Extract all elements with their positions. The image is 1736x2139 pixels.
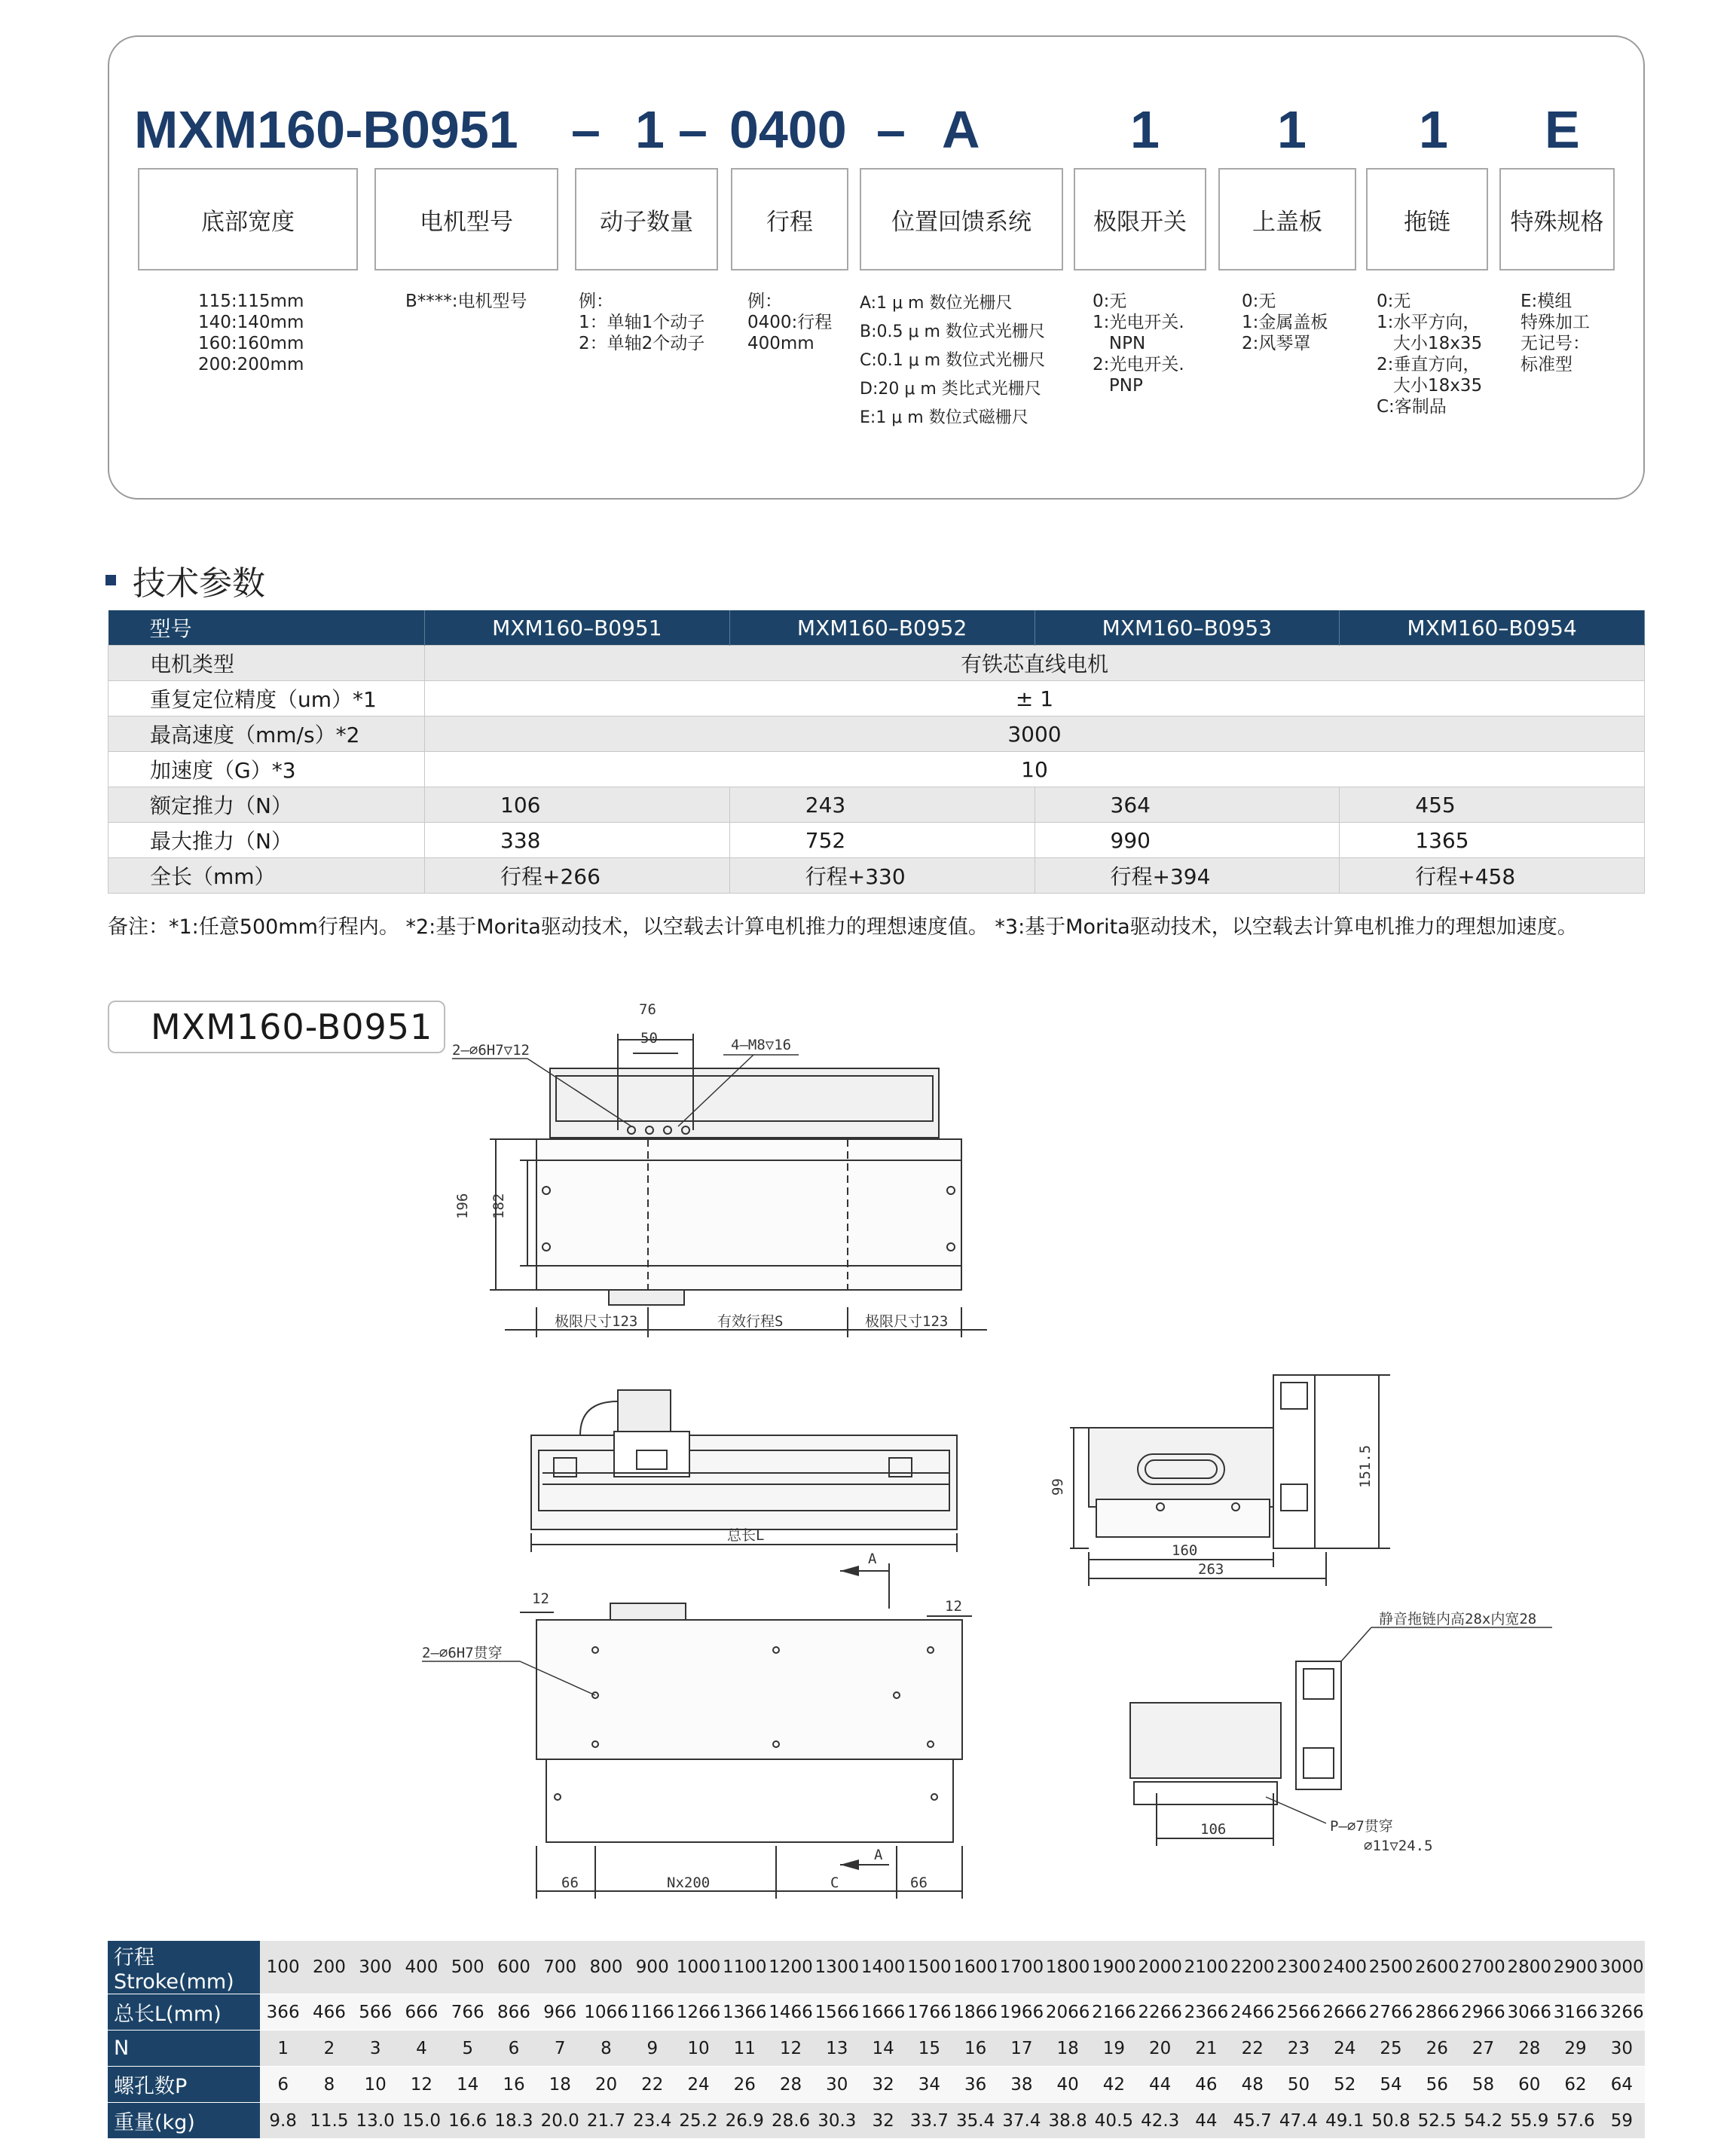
section-heading [105,558,265,603]
stroke-cell: 900 [629,1941,675,1994]
stroke-cell: 8 [583,2031,629,2067]
section-title: 技术参数 [133,564,265,603]
stroke-cell: 40 [1045,2067,1091,2103]
code-movers: 1 [635,100,665,159]
stroke-cell: 15.0 [399,2103,445,2139]
stroke-cell: 20 [583,2067,629,2103]
stroke-cell: 15 [906,2031,952,2067]
stroke-cell: 1100 [722,1941,768,1994]
field-desc-stroke: 例： 0400:行程 400mm [747,292,833,353]
stroke-cell: 966 [537,1994,583,2031]
code-model: MXM160-B0951 [134,100,518,159]
spec-header: MXM160–B0951 [425,610,730,646]
stroke-cell: 700 [537,1941,583,1994]
stroke-cell: 52.5 [1414,2103,1460,2139]
code-chain: 1 [1419,100,1448,159]
stroke-cell: 2200 [1230,1941,1276,1994]
spec-label: 全长（mm） [108,858,425,894]
stroke-row [108,2031,1645,2067]
stroke-cell: 6 [260,2067,306,2103]
spec-row [108,752,1645,787]
stroke-cell: 1600 [952,1941,998,1994]
stroke-cell: 7 [537,2031,583,2067]
spec-value: 1365 [1340,823,1645,858]
stroke-cell: 1800 [1045,1941,1091,1994]
stroke-cell: 13.0 [353,2103,399,2139]
stroke-cell: 58 [1460,2067,1506,2103]
dim-106: 106 [1200,1821,1227,1838]
spec-header-row [108,610,1645,646]
spec-value: 364 [1035,787,1340,823]
spec-header: 型号 [108,610,425,646]
stroke-cell: 26 [722,2067,768,2103]
stroke-cell: 62 [1552,2067,1598,2103]
field-limit-switch: 极限开关 [1074,168,1206,270]
stroke-cell: 1700 [998,1941,1044,1994]
stroke-cell: 1666 [860,1994,906,2031]
stroke-cell: 48 [1230,2067,1276,2103]
stroke-cell: 1400 [860,1941,906,1994]
stroke-cell: 2400 [1322,1941,1368,1994]
stroke-row-label: 螺孔数P [108,2067,260,2103]
stroke-row [108,2103,1645,2139]
stroke-row-label: 总长L(mm) [108,1994,260,2031]
spec-value: 有铁芯直线电机 [425,646,1645,681]
stroke-cell: 22 [629,2067,675,2103]
stroke-cell: 2666 [1322,1994,1368,2031]
spec-row [108,646,1645,681]
stroke-cell: 35.4 [952,2103,998,2139]
stroke-cell: 9 [629,2031,675,2067]
dim-nx200: Nx200 [667,1875,711,1891]
field-desc-mover-count: 例： 1：单轴1个动子 2：单轴2个动子 [579,292,705,353]
spec-footnote: 备注：*1:任意500mm行程内。 *2:基于Morita驱动技术，以空载去计算电机推力的理想速度值。 *3:基于Morita驱动技术，以空载去计算电机推力的理想加速度。 [108,915,1578,939]
cable-chain-view [1130,1627,1552,1846]
code-dash: – [876,100,906,159]
stroke-cell: 59 [1599,2103,1645,2139]
stroke-cell: 1 [260,2031,306,2067]
stroke-cell: 54.2 [1460,2103,1506,2139]
stroke-cell: 40.5 [1091,2103,1137,2139]
stroke-cell: 2566 [1276,1994,1322,2031]
dim-12-left: 12 [532,1590,549,1607]
stroke-cell: 36 [952,2067,998,2103]
stroke-cell: 30.3 [814,2103,860,2139]
limit-left: 极限尺寸123 [555,1313,638,1330]
spec-header: MXM160–B0952 [729,610,1035,646]
stroke-cell: 47.4 [1276,2103,1322,2139]
stroke-cell: 2866 [1414,1994,1460,2031]
stroke-row [108,1941,1645,1994]
stroke-cell: 800 [583,1941,629,1994]
dim-263: 263 [1198,1561,1224,1578]
stroke-cell: 54 [1368,2067,1414,2103]
stroke-cell: 1466 [768,1994,814,2031]
spec-label: 加速度（G）*3 [108,752,425,787]
field-stroke: 行程 [731,168,848,270]
stroke-cell: 2466 [1230,1994,1276,2031]
field-cable-chain: 拖链 [1366,168,1488,270]
stroke-cell: 25.2 [675,2103,721,2139]
stroke-cell: 57.6 [1552,2103,1598,2139]
dim-196: 196 [454,1193,471,1219]
code-stroke: 0400 [729,100,847,159]
stroke-cell: 32 [860,2067,906,2103]
stroke-cell: 60 [1506,2067,1552,2103]
stroke-cell: 1066 [583,1994,629,2031]
top-view [452,1034,987,1337]
stroke-cell: 12 [768,2031,814,2067]
spec-value: ± 1 [425,681,1645,717]
stroke-cell: 34 [906,2067,952,2103]
stroke-cell: 300 [353,1941,399,1994]
stroke-cell: 14 [445,2067,491,2103]
dim-99: 99 [1050,1478,1066,1496]
stroke-cell: 5 [445,2031,491,2067]
stroke-cell: 42.3 [1137,2103,1183,2139]
side-view [1070,1375,1390,1586]
stroke-cell: 366 [260,1994,306,2031]
field-desc-feedback: A:1 μ m 数位光栅尺 B:0.5 μ m 数位式光栅尺 C:0.1 μ m 数位式光栅尺 D:20 μ m 类比式光栅尺 E:1 μ m 数位式磁栅尺 [860,294,1046,427]
stroke-cell: 2900 [1552,1941,1598,1994]
stroke-cell: 13 [814,2031,860,2067]
stroke-cell: 1900 [1091,1941,1137,1994]
stroke-cell: 18.3 [491,2103,536,2139]
spec-value: 455 [1340,787,1645,823]
stroke-cell: 19 [1091,2031,1137,2067]
dim-182: 182 [491,1193,507,1219]
stroke-cell: 55.9 [1506,2103,1552,2139]
total-length: 总长L [727,1527,765,1544]
spec-label: 重复定位精度（um）*1 [108,681,425,717]
stroke-cell: 3266 [1599,1994,1645,2031]
spec-value: 990 [1035,823,1340,858]
code-cover: 1 [1277,100,1307,159]
field-desc-bottom-width: 115:115mm 140:140mm 160:160mm 200:200mm [198,292,304,374]
bullet-square-icon [105,575,116,585]
spec-value: 10 [425,752,1645,787]
effective-stroke: 有效行程S [717,1313,784,1330]
stroke-cell: 866 [491,1994,536,2031]
stroke-cell: 1200 [768,1941,814,1994]
stroke-cell: 37.4 [998,2103,1044,2139]
stroke-cell: 16 [952,2031,998,2067]
stroke-row-label: N [108,2031,260,2067]
stroke-cell: 500 [445,1941,491,1994]
stroke-cell: 2166 [1091,1994,1137,2031]
limit-right: 极限尺寸123 [865,1313,949,1330]
spec-row [108,717,1645,752]
stroke-cell: 24 [675,2067,721,2103]
technical-drawing [0,995,1736,1936]
stroke-cell: 20.0 [537,2103,583,2139]
stroke-cell: 16 [491,2067,536,2103]
stroke-cell: 12 [399,2067,445,2103]
stroke-cell: 33.7 [906,2103,952,2139]
spec-value: 3000 [425,717,1645,752]
code-encoder: A [942,100,980,159]
dim-c: C [830,1875,839,1891]
model-label: MXM160-B0951 [151,1007,433,1047]
stroke-row [108,2067,1645,2103]
field-desc-limit-switch: 0:无 1:光电开关. NPN 2:光电开关. PNP [1093,292,1184,396]
stroke-cell: 52 [1322,2067,1368,2103]
spec-label: 最高速度（mm/s）*2 [108,717,425,752]
stroke-row-label: 行程Stroke(mm) [108,1941,260,1994]
stroke-cell: 29 [1552,2031,1598,2067]
stroke-cell: 1866 [952,1994,998,2031]
stroke-cell: 2100 [1183,1941,1229,1994]
stroke-cell: 28.6 [768,2103,814,2139]
stroke-cell: 11 [722,2031,768,2067]
spec-row [108,681,1645,717]
spec-value: 752 [729,823,1035,858]
stroke-cell: 2700 [1460,1941,1506,1994]
stroke-cell: 3166 [1552,1994,1598,2031]
stroke-cell: 22 [1230,2031,1276,2067]
stroke-cell: 26.9 [722,2103,768,2139]
field-top-cover: 上盖板 [1218,168,1356,270]
field-mover-count: 动子数量 [575,168,718,270]
code-limit: 1 [1130,100,1160,159]
code-dash: – [571,100,601,159]
spec-label: 最大推力（N） [108,823,425,858]
stroke-cell: 38.8 [1045,2103,1091,2139]
stroke-cell: 64 [1599,2067,1645,2103]
spec-value: 行程+394 [1035,858,1340,894]
spec-row [108,787,1645,823]
stroke-cell: 100 [260,1941,306,1994]
dim-160: 160 [1172,1542,1198,1559]
stroke-cell: 49.1 [1322,2103,1368,2139]
stroke-cell: 30 [1599,2031,1645,2067]
hole-note-top: 2–∅6H7▽12 [452,1042,530,1059]
stroke-cell: 1300 [814,1941,860,1994]
stroke-cell: 4 [399,2031,445,2067]
stroke-cell: 9.8 [260,2103,306,2139]
stroke-cell: 1500 [906,1941,952,1994]
stroke-cell: 44 [1137,2067,1183,2103]
stroke-cell: 1000 [675,1941,721,1994]
field-desc-top-cover: 0:无 1:金属盖板 2:风琴罩 [1242,292,1328,353]
spec-value: 243 [729,787,1035,823]
tap-note: 4–M8▽16 [731,1037,792,1053]
dim-151-5: 151.5 [1357,1444,1374,1488]
stroke-cell: 32 [860,2103,906,2139]
stroke-cell: 50.8 [1368,2103,1414,2139]
spec-row [108,823,1645,858]
field-desc-cable-chain: 0:无 1:水平方向， 大小18x35 2:垂直方向， 大小18x35 C:客制品 [1377,292,1483,417]
stroke-cell: 1566 [814,1994,860,2031]
stroke-cell: 766 [445,1994,491,2031]
stroke-cell: 2066 [1045,1994,1091,2031]
stroke-cell: 28 [1506,2031,1552,2067]
field-feedback: 位置回馈系统 [860,168,1063,270]
stroke-cell: 26 [1414,2031,1460,2067]
stroke-cell: 38 [998,2067,1044,2103]
stroke-cell: 16.6 [445,2103,491,2139]
spec-row [108,858,1645,894]
spec-value: 338 [425,823,730,858]
spec-header: MXM160–B0953 [1035,610,1340,646]
chain-note: 静音拖链内高28x内宽28 [1379,1611,1537,1627]
section-a-top: A [868,1551,877,1567]
stroke-cell: 2966 [1460,1994,1506,2031]
stroke-cell: 2500 [1368,1941,1414,1994]
stroke-cell: 10 [353,2067,399,2103]
dim-66-left: 66 [561,1875,579,1891]
stroke-cell: 400 [399,1941,445,1994]
stroke-cell: 25 [1368,2031,1414,2067]
stroke-cell: 27 [1460,2031,1506,2067]
stroke-cell: 30 [814,2067,860,2103]
stroke-cell: 3066 [1506,1994,1552,2031]
stroke-cell: 6 [491,2031,536,2067]
dim-66-right: 66 [910,1875,928,1891]
stroke-row [108,1994,1645,2031]
stroke-cell: 17 [998,2031,1044,2067]
stroke-cell: 1966 [998,1994,1044,2031]
field-desc-special: E:模组 特殊加工 无记号： 标准型 [1521,292,1590,374]
spec-label: 额定推力（N） [108,787,425,823]
stroke-cell: 3000 [1599,1941,1645,1994]
stroke-cell: 28 [768,2067,814,2103]
counterbore-note: ∅11▽24.5 [1364,1838,1433,1854]
stroke-cell: 21 [1183,2031,1229,2067]
stroke-cell: 200 [306,1941,352,1994]
stroke-cell: 20 [1137,2031,1183,2067]
stroke-cell: 23 [1276,2031,1322,2067]
model-code [134,92,1641,167]
stroke-cell: 10 [675,2031,721,2067]
stroke-cell: 3 [353,2031,399,2067]
stroke-cell: 666 [399,1994,445,2031]
stroke-cell: 14 [860,2031,906,2067]
stroke-cell: 24 [1322,2031,1368,2067]
stroke-cell: 44 [1183,2103,1229,2139]
stroke-cell: 2000 [1137,1941,1183,1994]
stroke-cell: 11.5 [306,2103,352,2139]
stroke-cell: 8 [306,2067,352,2103]
dim-12-right: 12 [945,1598,962,1615]
stroke-cell: 42 [1091,2067,1137,2103]
stroke-cell: 2266 [1137,1994,1183,2031]
code-dash: – [678,100,708,159]
stroke-cell: 566 [353,1994,399,2031]
stroke-cell: 23.4 [629,2103,675,2139]
spec-value: 行程+330 [729,858,1035,894]
stroke-cell: 2366 [1183,1994,1229,2031]
spec-label: 电机类型 [108,646,425,681]
spec-value: 行程+458 [1340,858,1645,894]
stroke-row-label: 重量(kg) [108,2103,260,2139]
stroke-cell: 2 [306,2031,352,2067]
field-motor-model: 电机型号 [374,168,558,270]
stroke-cell: 46 [1183,2067,1229,2103]
stroke-cell: 1766 [906,1994,952,2031]
field-bottom-width: 底部宽度 [138,168,358,270]
stroke-cell: 2300 [1276,1941,1322,1994]
dim-50: 50 [640,1030,658,1047]
spec-header: MXM160–B0954 [1340,610,1645,646]
stroke-cell: 18 [537,2067,583,2103]
stroke-cell: 21.7 [583,2103,629,2139]
bottom-view [422,1563,972,1899]
spec-value: 行程+266 [425,858,730,894]
stroke-cell: 56 [1414,2067,1460,2103]
section-a-bottom: A [874,1847,883,1863]
stroke-cell: 1366 [722,1994,768,2031]
hole-note-mid: 2–∅6H7贯穿 [422,1645,503,1661]
spec-table [108,610,1645,894]
stroke-cell: 18 [1045,2031,1091,2067]
stroke-cell: 2600 [1414,1941,1460,1994]
stroke-table [108,1941,1645,2139]
stroke-cell: 50 [1276,2067,1322,2103]
dim-76: 76 [639,1001,656,1018]
field-desc-motor-model: B****:电机型号 [405,292,527,311]
stroke-cell: 2766 [1368,1994,1414,2031]
stroke-cell: 45.7 [1230,2103,1276,2139]
stroke-cell: 2800 [1506,1941,1552,1994]
p-hole-note: P–∅7贯穿 [1330,1818,1393,1835]
code-special: E [1545,100,1580,159]
stroke-cell: 1166 [629,1994,675,2031]
field-special: 特殊规格 [1499,168,1615,270]
spec-value: 106 [425,787,730,823]
stroke-cell: 600 [491,1941,536,1994]
stroke-cell: 466 [306,1994,352,2031]
stroke-cell: 1266 [675,1994,721,2031]
